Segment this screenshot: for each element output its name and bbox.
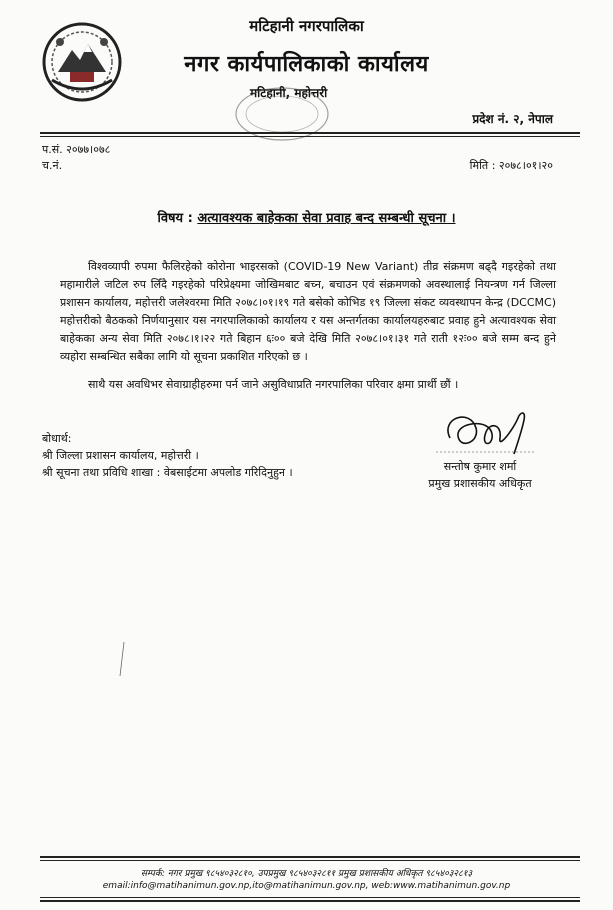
signer-block xyxy=(400,458,560,492)
footer-email: email:info@matihanimun.gov.np,ito@matihanimun.gov.np, web:www.matihanimun.gov.np xyxy=(102,881,511,891)
footer-bottom-rule-thin xyxy=(40,897,580,898)
footer-rule xyxy=(40,856,580,858)
cc-line-1: श्री जिल्ला प्रशासन कार्यालय, महोत्तरी । xyxy=(42,449,199,462)
footer-contact: सम्पर्क: नगर प्रमुख ९८५४०३२८१०, उपप्रमुख ९८५४०३२८११ प्रमुख प्रशासकीय अधिकृत ९८५४०३२८१३ xyxy=(140,869,473,879)
subject-label: विषय : xyxy=(157,211,193,226)
signer-title: प्रमुख प्रशासकीय अधिकृत xyxy=(428,477,532,490)
office-name: नगर कार्यपालिकाको कार्यालय xyxy=(184,52,429,77)
pen-mark-icon xyxy=(112,640,132,680)
header-rule-thin xyxy=(40,136,580,137)
header-rule xyxy=(40,132,580,134)
footer-rule-thin xyxy=(40,860,580,861)
cc-label: बोधार्थ: xyxy=(42,432,72,445)
cc-block xyxy=(42,430,293,481)
subject-line xyxy=(0,208,613,226)
cc-line-2: श्री सूचना तथा प्रविधि शाखा : वेबसाईटमा अपलोड गरिदिनुहुन । xyxy=(42,466,293,479)
letter-date: मिति : २०७८।०१।२० xyxy=(469,159,553,172)
municipality-name: मटिहानी नगरपालिका xyxy=(249,17,364,35)
footer-bottom-rule xyxy=(40,900,580,902)
subject-text: अत्यावश्यक बाहेकका सेवा प्रवाह बन्द सम्बन्धी सूचना । xyxy=(197,211,456,226)
signer-name: सन्तोष कुमार शर्मा xyxy=(443,460,517,473)
office-stamp-icon xyxy=(232,84,332,144)
dispatch-number: च.नं. xyxy=(42,159,63,172)
office-place: मटिहानी, महोत्तरी xyxy=(250,86,328,100)
reference-number: प.सं. २०७७।०७८ xyxy=(42,143,111,156)
body-paragraph-1: विश्वव्यापी रुपमा फैलिरहेको कोरोना भाइरसको (COVID-19 New Variant) तीव्र संक्रमण बढ्दै गइरहेको तथा महामारीले जटिल रुप लिँदै गइरहेको परिप्रेक्ष्यमा जोखिमबाट बच्न, बचाउन एवं संक्रमणको अवस्थालाई नियन्त्रण गर्न जिल्ला प्रशासन कार्यालय, महोत्तरी जलेश्वरमा मिति २०७८।०१।१९ गते बसेको कोभिड १९ जिल्ला संकट व्यवस्थापन केन्द्र (DCCMC) महोत्तरीको बैठकको निर्णयानुसार यस नगरपालिकाको कार्यालय र यस अन्तर्गतका कार्यालयहरुबाट प्रवाह हुने अत्यावश्यक सेवा बाहेकका अन्य सेवा मिति २०७८।१।२२ गते बिहान ६ः०० बजे देखि मिति २०७८।०१।३१ गते राती १२ः०० बजे सम्म बन्द हुने व्यहोरा सम्बन्धित सबैका लागि यो सूचना प्रकाशित गरिएको छ । xyxy=(60,260,556,363)
office-state: प्रदेश नं. २, नेपाल xyxy=(472,112,553,126)
signature-icon xyxy=(430,398,540,462)
body-paragraph-2: साथै यस अवधिभर सेवाग्राहीहरुमा पर्न जाने असुविधाप्रति नगरपालिका परिवार क्षमा प्रार्थी छौं । xyxy=(88,378,459,391)
